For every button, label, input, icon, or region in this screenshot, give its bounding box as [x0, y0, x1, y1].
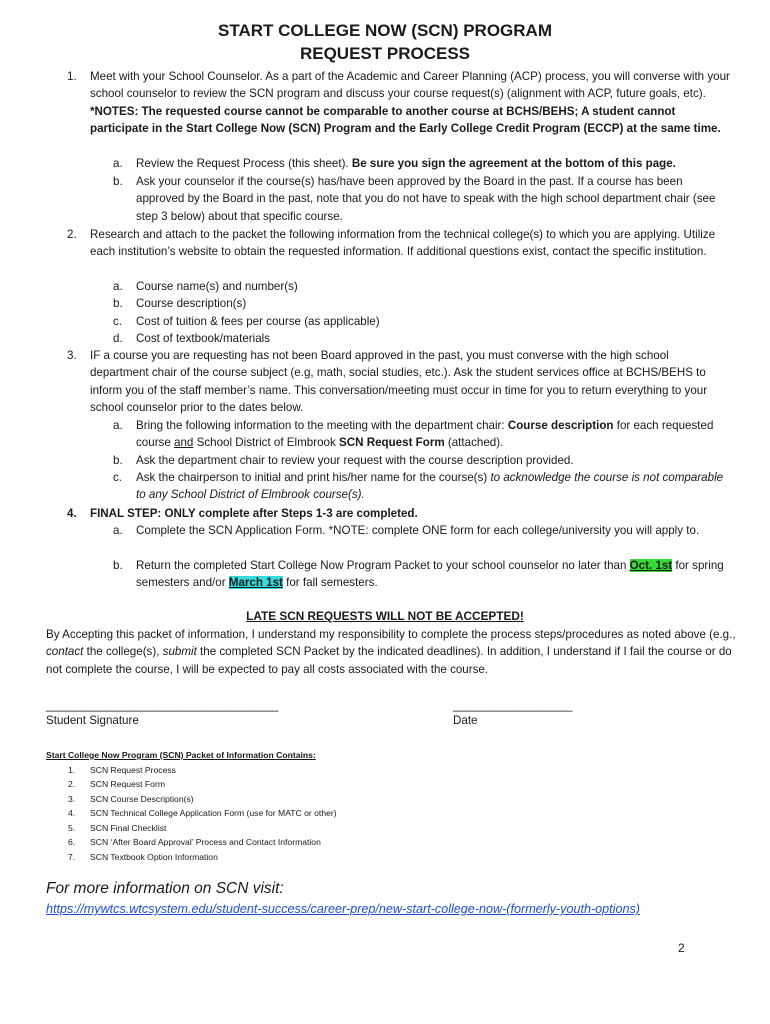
list-number: 2.	[68, 779, 76, 789]
sub-text: Cost of tuition & fees per course (as applicable)	[136, 315, 380, 328]
list-item	[68, 835, 321, 850]
scn-info-link[interactable]: https://mywtcs.wtcsystem.edu/student-success/career-prep/new-start-college-now-(formerly-youth-options)	[46, 902, 640, 916]
date-label: Date	[453, 714, 478, 727]
sub-underline: and	[174, 436, 194, 450]
deadline-spring: Oct. 1st	[629, 559, 673, 572]
sub-marker: a.	[113, 280, 123, 293]
list-number: 4.	[68, 808, 76, 818]
sub-text: (attached).	[444, 436, 504, 450]
step-3a	[113, 417, 730, 452]
sub-marker: a.	[113, 157, 123, 170]
list-item	[68, 792, 194, 807]
page-subtitle: REQUEST PROCESS	[299, 44, 471, 63]
sub-text: Return the completed Start College Now Program Packet to your school counselor no later than	[136, 559, 630, 572]
sub-marker: a.	[113, 419, 123, 432]
list-item	[68, 763, 176, 778]
step-2c	[113, 313, 730, 330]
sub-text: Bring the following information to the meeting with the department chair:	[136, 419, 508, 432]
list-number: 6.	[68, 837, 76, 847]
acceptance-text: the college(s),	[83, 645, 163, 659]
list-text: SCN Textbook Option Information	[90, 852, 218, 862]
step-number: 4.	[67, 507, 77, 520]
deadline-fall: March 1st	[228, 576, 283, 590]
sub-bold: Be sure you sign the agreement at the bottom of this page.	[351, 157, 676, 170]
sub-marker: b.	[113, 559, 123, 572]
sub-marker: c.	[113, 315, 123, 328]
step-number: 3.	[67, 349, 77, 362]
sub-text: for fall semesters.	[282, 576, 378, 590]
page-number: 2	[678, 941, 685, 955]
step-text: Research and attach to the packet the following information from the technical college(s) to which you are applying. Utilize each institution’s website to obtain the requested information. If additional questions exist, contact the specific institution.	[90, 228, 716, 259]
acceptance-italic: contact	[46, 645, 84, 659]
sub-text: Complete the SCN Application Form. *NOTE: complete ONE form for each college/university you will apply to.	[136, 524, 700, 537]
step-1	[67, 68, 730, 138]
step-2	[67, 226, 730, 261]
list-number: 1.	[68, 765, 76, 775]
step-note: *NOTES: The requested course cannot be comparable to another course at BCHS/BEHS; A student cannot participate in the Start College Now (SCN) Program and the Early College Credit Program (ECCP) at the same time.	[90, 104, 721, 136]
sub-text: Ask the department chair to review your request with the course description provided.	[136, 454, 574, 467]
acceptance-italic: submit	[162, 645, 197, 659]
more-info-heading: For more information on SCN visit:	[46, 880, 284, 897]
sub-marker: d.	[113, 332, 123, 345]
step-3b	[113, 452, 730, 469]
list-text: SCN Technical College Application Form (use for MATC or other)	[90, 808, 337, 818]
step-4a	[113, 522, 730, 539]
list-text: SCN ‘After Board Approval’ Process and Contact Information	[90, 837, 321, 847]
sub-marker: a.	[113, 524, 123, 537]
list-item	[68, 777, 165, 792]
sub-marker: c.	[113, 471, 123, 484]
step-2d	[113, 330, 730, 347]
sub-text: Ask the chairperson to initial and print his/her name for the course(s)	[136, 471, 491, 484]
sub-bold: Course description	[507, 419, 614, 432]
list-text: SCN Final Checklist	[90, 823, 167, 833]
step-3c	[113, 469, 730, 504]
student-signature-line[interactable]: _______________________________________	[46, 699, 278, 712]
page-title: START COLLEGE NOW (SCN) PROGRAM	[218, 21, 552, 40]
sub-text: Course description(s)	[136, 297, 247, 310]
list-number: 5.	[68, 823, 76, 833]
late-notice: LATE SCN REQUESTS WILL NOT BE ACCEPTED!	[246, 609, 524, 623]
step-2a	[113, 278, 730, 295]
list-item	[68, 850, 218, 865]
step-4	[67, 505, 730, 522]
sub-text: Ask your counselor if the course(s) has/have been approved by the Board in the past. If a course has been approved by the Board in the past, note that you do not have to speak with the high school department chair (see step 3 below) about that specific course.	[136, 175, 716, 223]
step-text: Meet with your School Counselor. As a part of the Academic and Career Planning (ACP) process, you will converse with your school counselor to review the SCN program and discuss your course request(s) (alignment with ACP, future goals, etc).	[90, 70, 730, 101]
sub-text: Course name(s) and number(s)	[136, 280, 298, 293]
step-number: 1.	[67, 70, 77, 83]
step-3	[67, 347, 730, 417]
packet-heading: Start College Now Program (SCN) Packet of Information Contains:	[46, 750, 316, 760]
sub-italic: to acknowledge the course is not comparable to any School District of Elmbrook course(s).	[136, 471, 724, 502]
acceptance-text: the completed SCN Packet by the indicated deadlines). In addition, I understand if I fail the course or do not complete the course, I will be expected to pay all costs associated with the course.	[46, 645, 732, 676]
step-number: 2.	[67, 228, 77, 241]
sub-marker: b.	[113, 297, 123, 310]
date-line[interactable]: ____________________	[453, 699, 572, 712]
list-item	[68, 821, 167, 836]
sub-text: for each requested course	[136, 419, 714, 450]
list-text: SCN Course Description(s)	[90, 794, 194, 804]
step-1a	[113, 155, 730, 172]
sub-text: for spring semesters and/or	[136, 559, 724, 590]
sub-text: School District of Elmbrook	[193, 436, 339, 450]
step-1b	[113, 173, 730, 225]
step-4b	[113, 557, 730, 592]
sub-text: Cost of textbook/materials	[136, 332, 271, 345]
list-text: SCN Request Form	[90, 779, 165, 789]
step-text: FINAL STEP: ONLY complete after Steps 1-3 are completed.	[90, 507, 418, 520]
list-number: 3.	[68, 794, 76, 804]
acceptance-paragraph	[46, 626, 736, 678]
list-item	[68, 806, 337, 821]
sub-text: Review the Request Process (this sheet).	[136, 157, 352, 170]
list-number: 7.	[68, 852, 76, 862]
sub-marker: b.	[113, 454, 123, 467]
list-text: SCN Request Process	[90, 765, 176, 775]
sub-marker: b.	[113, 175, 123, 188]
sub-bold: SCN Request Form	[339, 436, 445, 450]
student-signature-label: Student Signature	[46, 714, 139, 727]
step-text: IF a course you are requesting has not been Board approved in the past, you must converse with the high school department chair of the course subject (e.g, math, social studies, etc.). Ask the student services office at BCHS/BEHS to inform you of the staff member’s name. This conversation/meeting must occur in time for you to return everything to your school counselor prior to the dates below.	[90, 349, 708, 415]
step-2b	[113, 295, 730, 312]
acceptance-text: By Accepting this packet of information, I understand my responsibility to complete the process steps/procedures as noted above (e.g.,	[46, 628, 736, 641]
